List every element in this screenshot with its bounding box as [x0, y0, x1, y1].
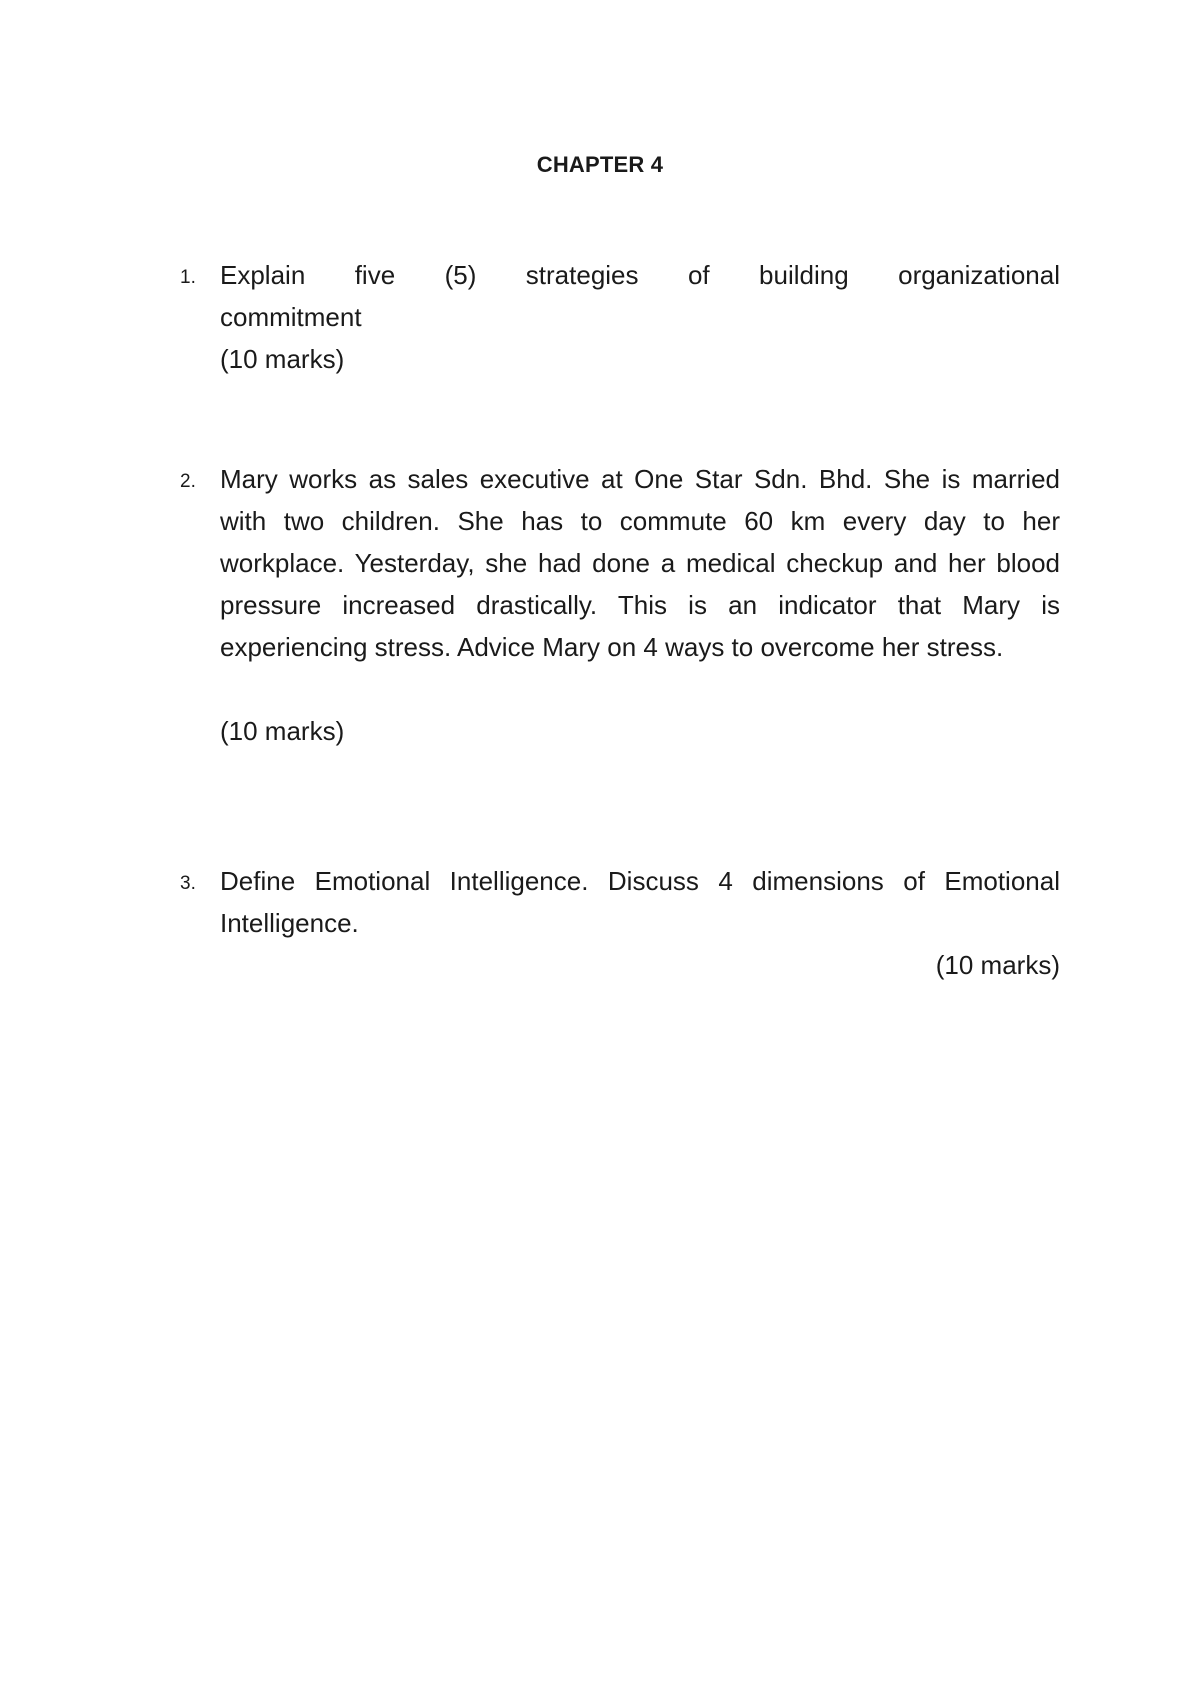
question-number: 3. [180, 873, 196, 894]
question-body [220, 254, 1060, 380]
marks-label: (10 marks) [935, 950, 1060, 980]
question-number: 1. [180, 267, 196, 288]
question-text-line: Explain five (5) strategies of building organizational [220, 260, 1060, 290]
marks-label: (10 marks) [220, 716, 345, 746]
question-text: Mary works as sales executive at One Star Sdn. Bhd. She is married with two children. She has to commute 60 km every day to her workplace. Yesterday, she had done a medical checkup and her blood pressure increased drastically. This is an indicator that Mary is experiencing stress. Advice Mary on 4 ways to overcome her stress. [220, 464, 1060, 662]
question-text: Define Emotional Intelligence. Discuss 4 dimensions of Emotional Intelligence. [220, 866, 1060, 938]
question-text-continued: commitment [220, 302, 362, 332]
question-body [220, 860, 1060, 986]
marks-label: (10 marks) [220, 344, 345, 374]
question-body [220, 458, 1060, 752]
chapter-title: CHAPTER 4 [536, 152, 664, 177]
question-number: 2. [180, 471, 196, 492]
